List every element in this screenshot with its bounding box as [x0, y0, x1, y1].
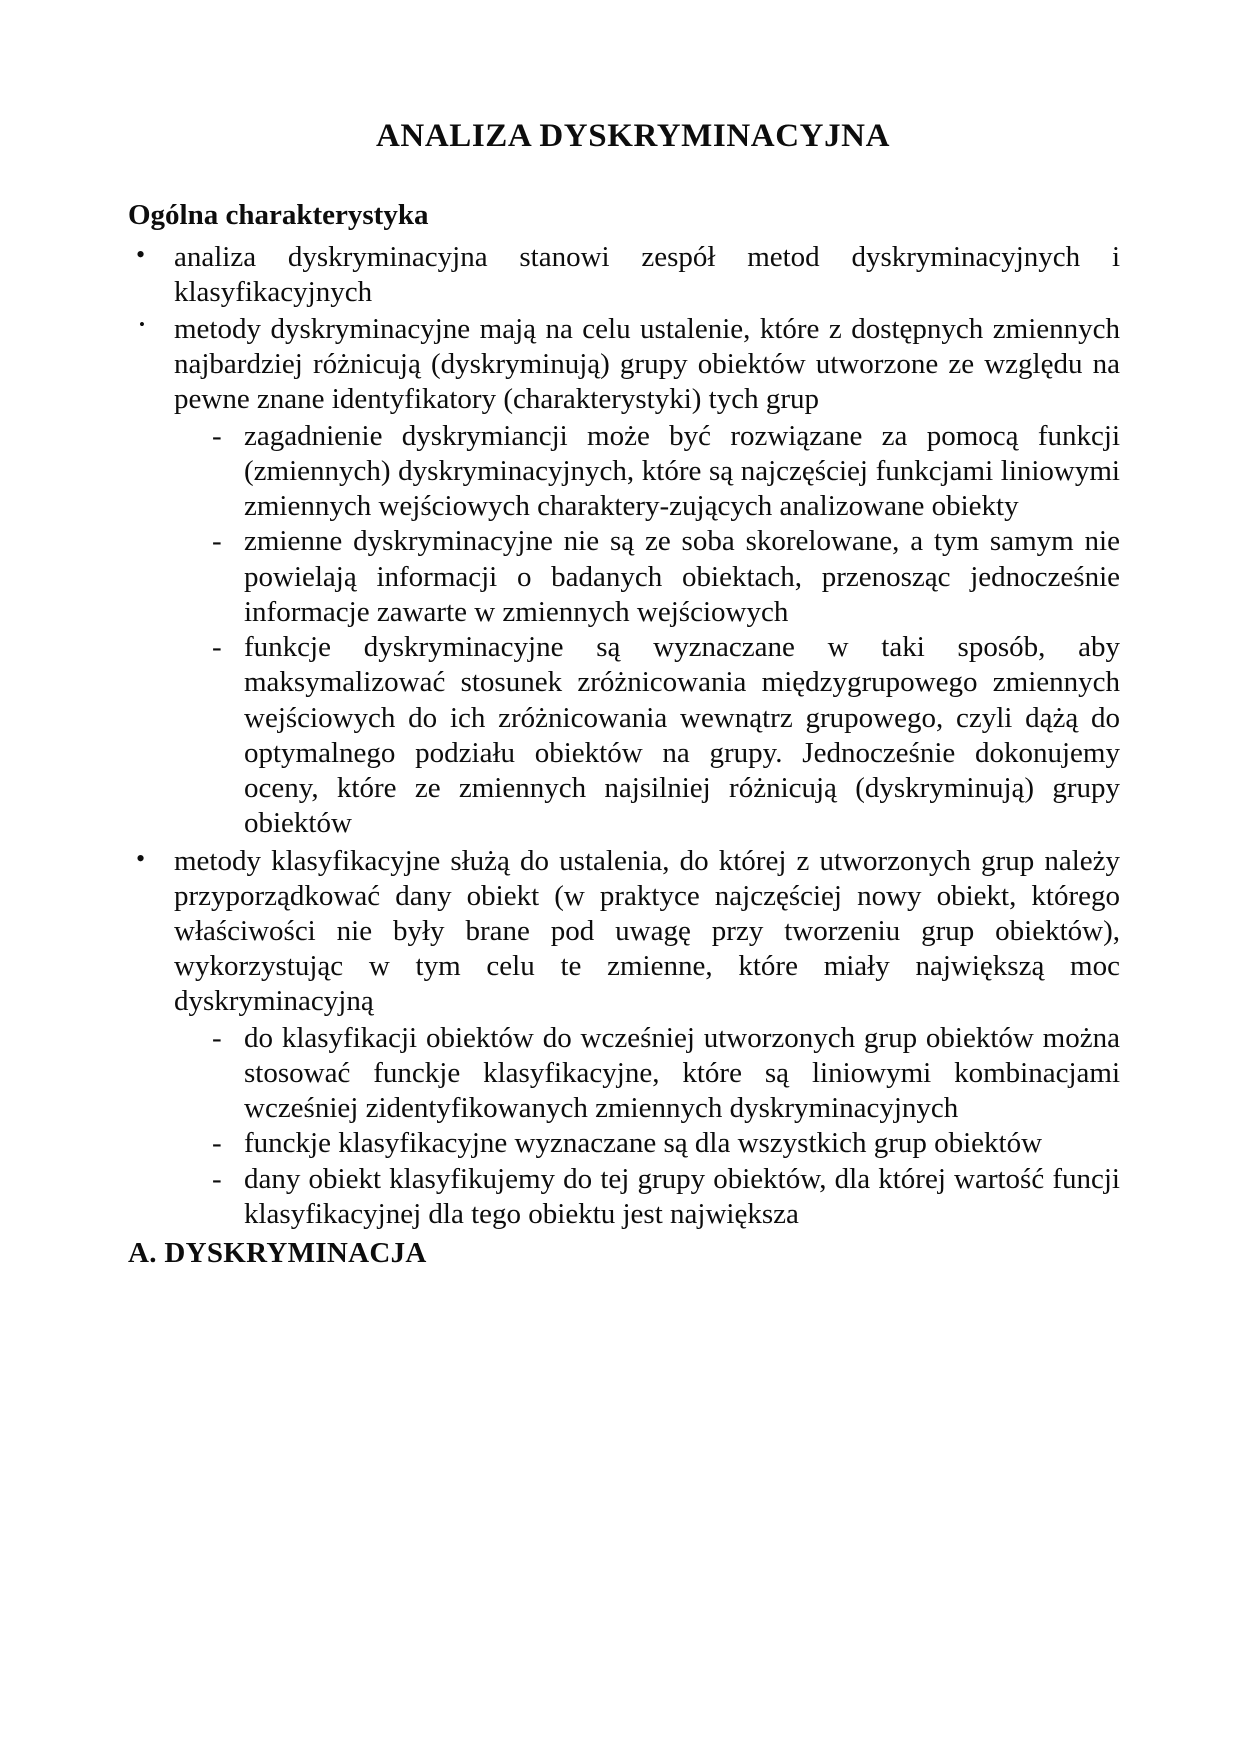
- bullet-list-level-1: [128, 240, 1120, 1233]
- bullet-text: • metody dyskryminacyjne mają na celu ustalenie, które z dostępnych zmiennych najbardziej różnicują (dyskryminują) grupy obiektów utworzone ze względu na pewne znane identyfikatory (charakterystyki) tych grup: [174, 312, 1120, 416]
- list-item: [202, 630, 1120, 841]
- list-item: [202, 1021, 1120, 1127]
- page-title: ANALIZA DYSKRYMINACYJNA: [375, 118, 891, 154]
- bullet-text: • analiza dyskryminacyjna stanowi zespół metod dyskryminacyjnych i klasyfikacyjnych: [174, 240, 1120, 308]
- bullet-list-level-2: [202, 419, 1120, 842]
- list-item: [202, 419, 1120, 525]
- bullet-list-level-2: [202, 1021, 1120, 1232]
- sub-bullet-text: zagadnienie dyskrymiancji może być rozwiązane za pomocą funkcji (zmiennych) dyskryminacyjnych, które są najczęściej funkcjami liniowymi zmiennych wejściowych charaktery-zujących analizowane obiekty: [244, 419, 1120, 523]
- section-heading-dyskryminacja: A. DYSKRYMINACJA: [128, 1237, 427, 1270]
- sub-bullet-text: dany obiekt klasyfikujemy do tej grupy obiektów, dla której wartość funcji klasyfikacyjnej dla tego obiektu jest największa: [244, 1162, 1120, 1230]
- sub-bullet-text: funckje klasyfikacyjne wyznaczane są dla wszystkich grup obiektów: [244, 1127, 1043, 1160]
- list-item: [202, 1162, 1120, 1232]
- list-item: [128, 240, 1120, 310]
- sub-list-wrapper: [174, 1021, 1120, 1232]
- list-item: [202, 524, 1120, 630]
- sub-bullet-text: funkcje dyskryminacyjne są wyznaczane w taki sposób, aby maksymalizować stosunek zróżnicowania międzygrupowego zmiennych wejściowych do ich zróżnicowania wewnątrz grupowego, czyli dążą do optymalnego podziału obiektów na grupy. Jednocześnie dokonujemy oceny, które ze zmiennych najsilniej różnicują (dyskryminują) grupy obiektów: [244, 631, 1120, 840]
- sub-bullet-text: do klasyfikacji obiektów do wcześniej utworzonych grup obiektów można stosować funckje klasyfikacyjne, które są liniowymi kombinacjami wcześniej zidentyfikowanych zmiennych dyskryminacyjnych: [244, 1021, 1120, 1125]
- list-item: [128, 844, 1120, 1233]
- sub-bullet-text: zmienne dyskryminacyjne nie są ze soba skorelowane, a tym samym nie powielają informacji o badanych obiektach, przenosząc jednocześnie informacje zawarte w zmiennych wejściowych: [244, 525, 1120, 628]
- list-item: [202, 1126, 1120, 1161]
- sub-list-wrapper: [174, 419, 1120, 842]
- bullet-text: • metody klasyfikacyjne służą do ustalenia, do której z utworzonych grup należy przyporządkować dany obiekt (w praktyce najczęściej nowy obiekt, którego właściwości nie były brane pod uwagę przy tworzeniu grup obiektów), wykorzystując w tym celu te zmienne, które miały największą moc dyskryminacyjną: [174, 844, 1120, 1018]
- list-item: [128, 312, 1120, 842]
- section-heading-ogolna-charakterystyka: Ogólna charakterystyka: [128, 199, 429, 232]
